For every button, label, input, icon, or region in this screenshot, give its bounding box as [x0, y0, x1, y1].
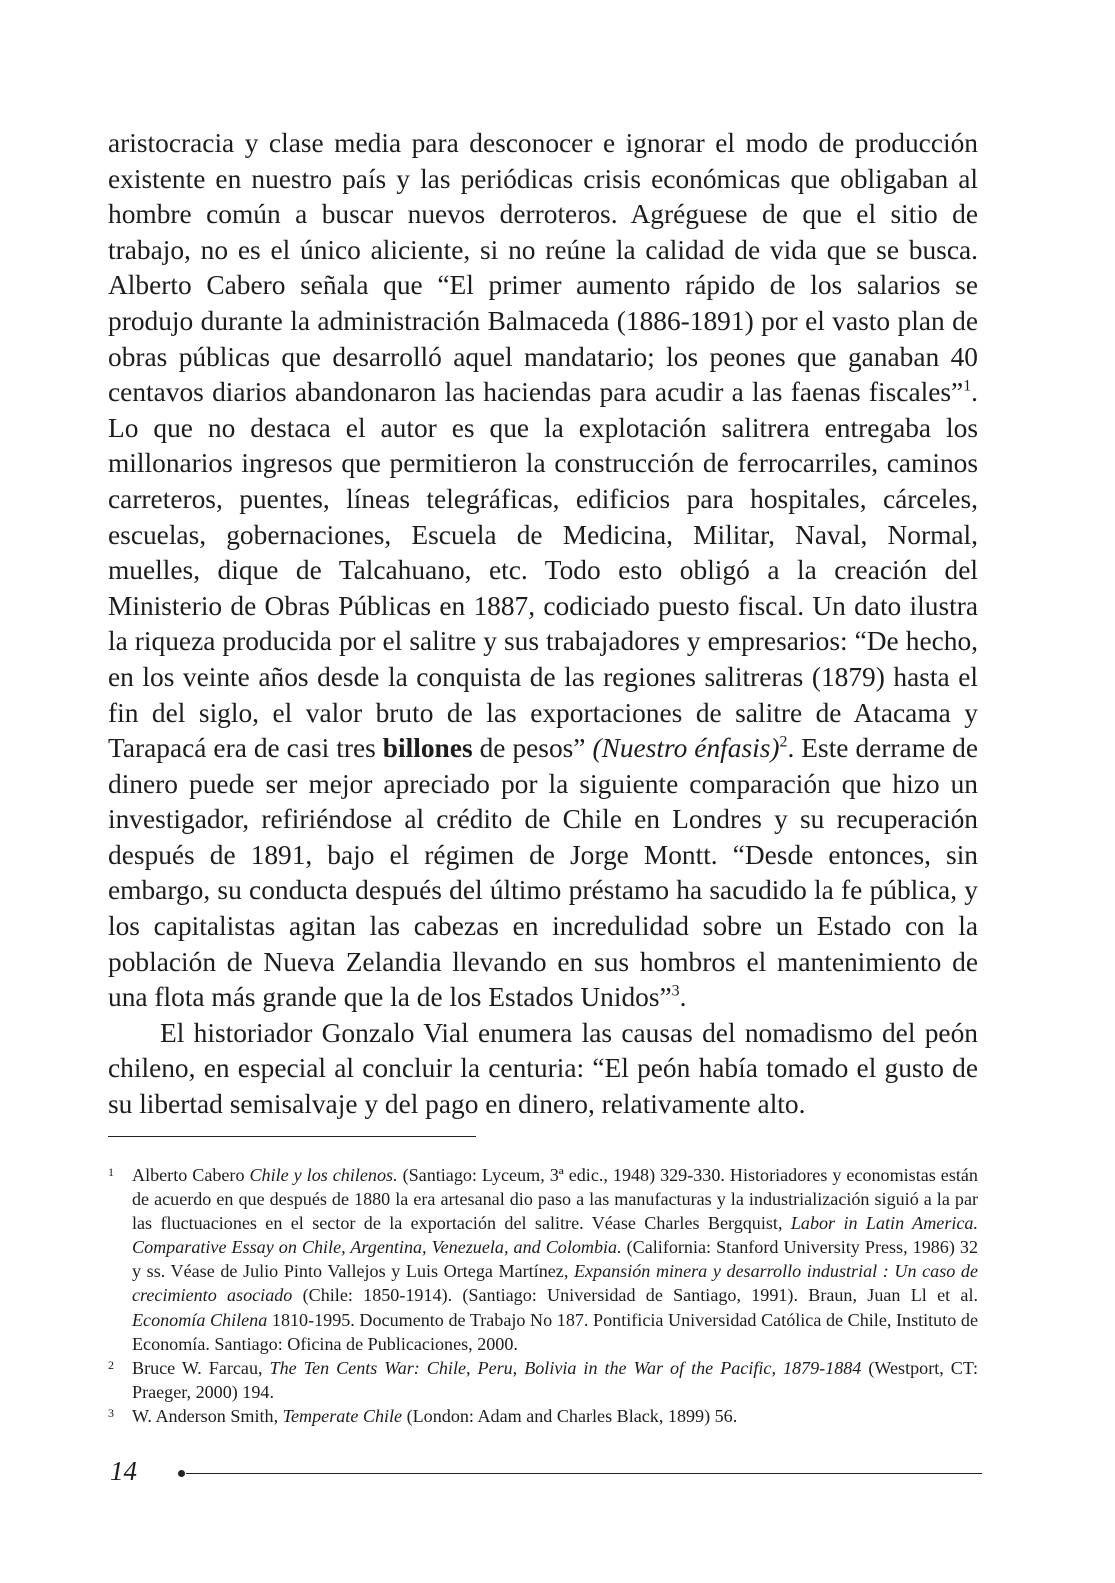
footnote-2: [108, 1356, 978, 1404]
paragraph-2: El historiador Gonzalo Vial enumera las causas del nomadismo del peón chileno, en especial al concluir la centuria: “El peón había tomado el gusto de su libertad semisalvaje y del pago en dinero, relativamente alto.: [108, 1017, 978, 1120]
main-text: [108, 126, 978, 1123]
footer-rule: [186, 1473, 982, 1474]
footnote-text: Alberto Cabero: [132, 1165, 250, 1185]
page-footer: [108, 1455, 978, 1489]
italic-emphasis: (Nuestro énfasis): [592, 733, 780, 764]
paragraph-text: aristocracia y clase media para desconocer e ignorar el modo de producción existente en nuestro país y las periódicas crisis económicas que obligaban al hombre común a buscar nuevos derroteros. Agréguese de que el sitio de trabajo, no es el único aliciente, si no reúne la calidad de vida que se busca. Alberto Cabero señala que “El primer aumento rápido de los salarios se produjo durante la administración Balmaceda (1886-1891) por el vasto plan de obras públicas que desarrolló aquel mandatario; los peones que ganaban 40 centavos diarios abandonaron las haciendas para acudir a las faenas fiscales”: [108, 128, 978, 408]
footnote-title: Temperate Chile: [282, 1405, 403, 1426]
footnote-text: (Westport, CT: Praeger, 2000) 194.: [132, 1357, 978, 1402]
footnote-text: (California: Stanford University Press, 1986) 32 y ss. Véase de Julio Pinto Vallejos y Luis Ortega Martínez,: [132, 1237, 978, 1282]
page-number: 14: [110, 1456, 137, 1486]
footnote-text: (Santiago: Lyceum, 3ª edic., 1948) 329-330. Historiadores y economistas están de acuerdo en que después de 1880 la era artesanal dio paso a las manufacturas y la industrialización siguió a la par las fluctuaciones en el sector de la exportación del salitre. Véase Charles Bergquist,: [132, 1165, 978, 1234]
body-text: [108, 126, 978, 1123]
footnote-title: Labor in Latin America. Comparative Essay on Chile, Argentina, Venezuela, and Colombia.: [132, 1213, 978, 1258]
footnote-number: 3: [108, 1405, 114, 1420]
footnote-title: Expansión minera y desarrollo industrial : Un caso de crecimiento asociado: [132, 1261, 978, 1306]
footnote-text: Bruce W. Farcau,: [132, 1357, 270, 1378]
paragraph-1: [108, 126, 978, 1016]
footnote-ref-2[interactable]: 2: [779, 733, 788, 751]
footnote-ref-1[interactable]: 1: [963, 377, 972, 395]
footnote-title: Economía Chilena: [132, 1309, 268, 1330]
footnote-title: Chile y los chilenos.: [249, 1165, 398, 1185]
footnotes: [108, 1163, 978, 1428]
paragraph-text: . Este derrame de dinero puede ser mejor apreciado por la siguiente comparación que hizo un investigador, refiriéndose al crédito de Chile en Londres y su recuperación después de 1891, bajo el régimen de Jorge Montt. “Desde entonces, sin embargo, su conducta después del último préstamo ha sacudido la fe pública, y los capitalistas agitan las cabezas en incredulidad sobre un Estado con la población de Nueva Zelandia llevando en sus hombros el mantenimiento de una flota más grande que la de los Estados Unidos”: [108, 733, 979, 1013]
footnote-text: (London: Adam and Charles Black, 1899) 56.: [402, 1405, 738, 1426]
footnote-text: (Chile: 1850-1914). (Santiago: Universidad de Santiago, 1991). Braun, Juan Ll et al.: [292, 1285, 979, 1306]
paragraph-text: de pesos”: [472, 733, 593, 764]
footnote-text: W. Anderson Smith,: [132, 1405, 283, 1426]
footer-bullet: [178, 1470, 185, 1477]
paragraph-text: .: [679, 982, 687, 1013]
footnote-number: 2: [108, 1357, 114, 1372]
footnote-1: [108, 1163, 978, 1356]
footnote-ref-3[interactable]: 3: [671, 982, 680, 1000]
footnote-separator: [108, 1136, 476, 1137]
footnote-number: 1: [108, 1165, 114, 1179]
footnote-text: 1810-1995. Documento de Trabajo No 187. Pontificia Universidad Católica de Chile, Instituto de Economía. Santiago: Oficina de Publicaciones, 2000.: [132, 1309, 978, 1354]
paragraph-text: . Lo que no destaca el autor es que la explotación salitrera entregaba los millonarios ingresos que permitieron la construcción de ferrocarriles, caminos carreteros, puentes, líneas telegráficas, edificios para hospitales, cárceles, escuelas, gobernaciones, Escuela de Medicina, Militar, Naval, Normal, muelles, dique de Talcahuano, etc. Todo esto obligó a la creación del Ministerio de Obras Públicas en 1887, codiciado puesto fiscal. Un dato ilustra la riqueza producida por el salitre y sus trabajadores y empresarios: “De hecho, en los veinte años desde la conquista de las regiones salitreras (1879) hasta el fin del siglo, el valor bruto de las exportaciones de salitre de Atacama y Tarapacá era de casi tres: [108, 377, 978, 764]
footnote-3: [108, 1404, 978, 1428]
bold-emphasis: billones: [382, 733, 473, 764]
footnote-title: The Ten Cents War: Chile, Peru, Bolivia in the War of the Pacific, 1879-1884: [269, 1357, 862, 1378]
